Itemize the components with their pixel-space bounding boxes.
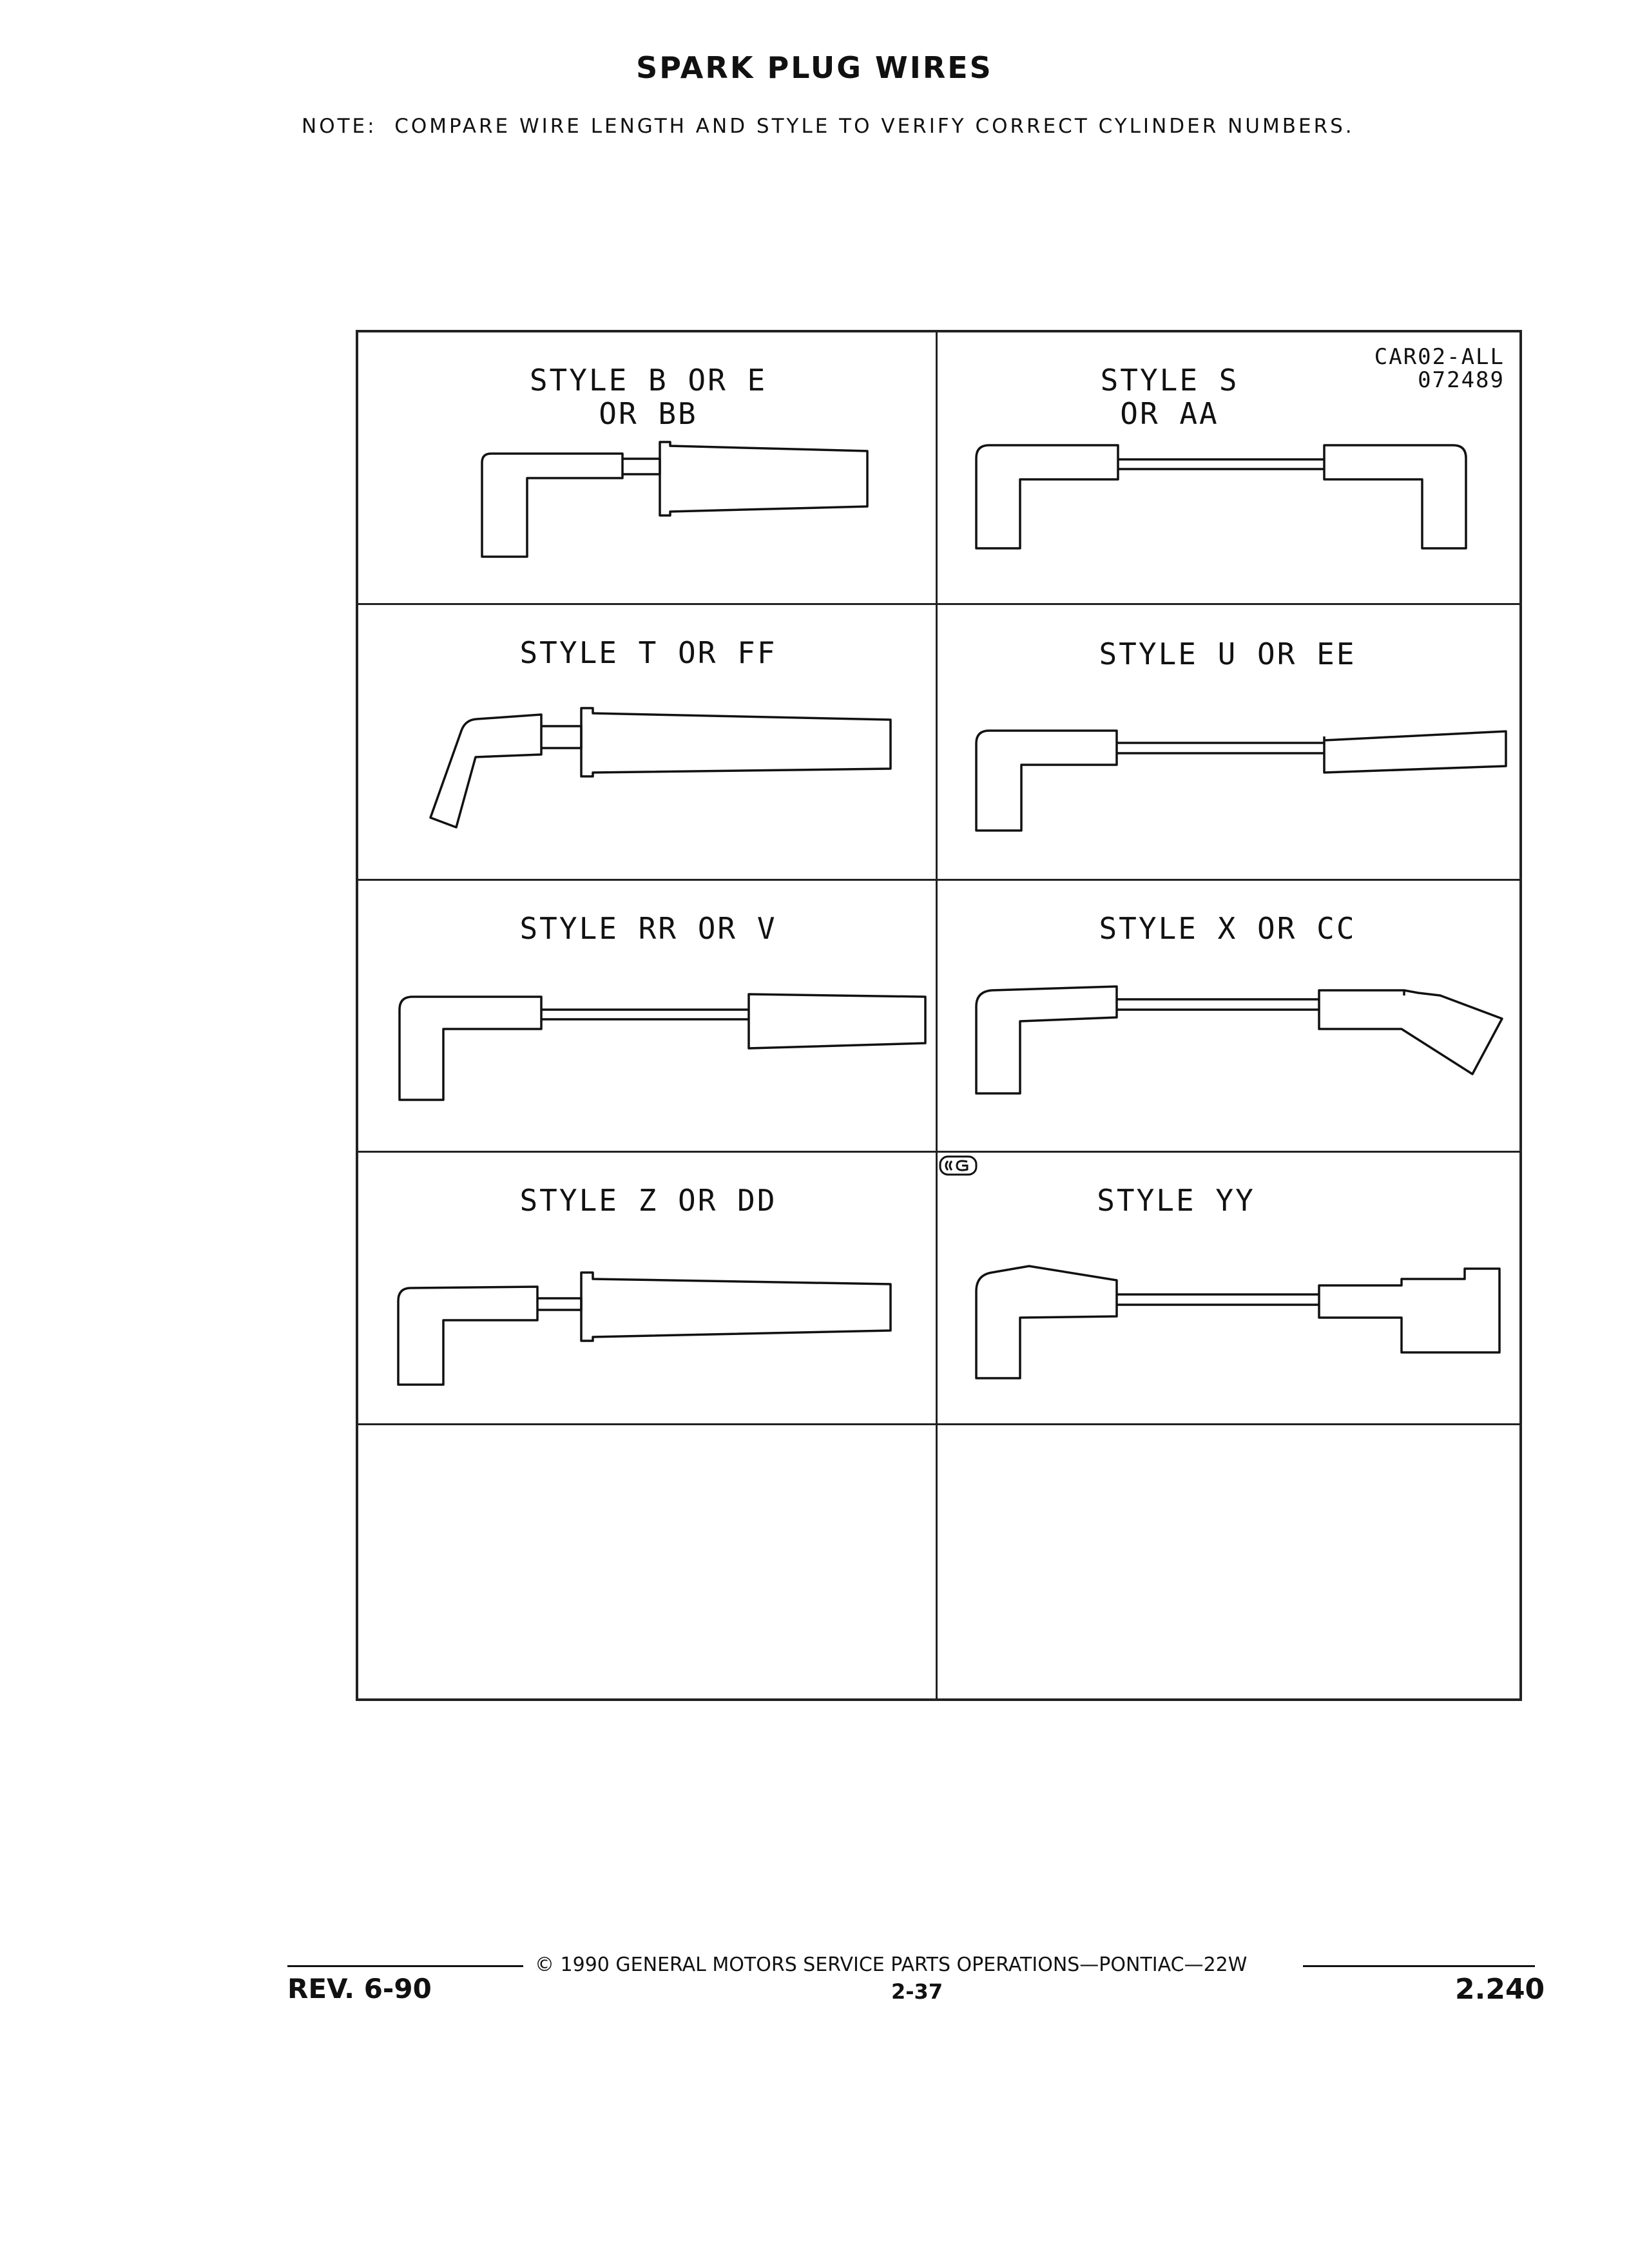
note-text: NOTE: COMPARE WIRE LENGTH AND STYLE TO VERIFY CORRECT CYLINDER NUMBERS.: [302, 115, 1354, 138]
empty-cell: [938, 1425, 1518, 1699]
style-x-wire-icon: [938, 881, 1518, 1151]
style-cell-t: [358, 605, 938, 879]
page-number: 2-37: [891, 1979, 943, 2004]
footer-rule-left: [287, 1965, 523, 1967]
style-label: STYLE T OR FF: [519, 635, 777, 670]
page-title: SPARK PLUG WIRES: [636, 50, 993, 85]
style-label: STYLE Z OR DD: [519, 1183, 777, 1218]
style-cell-rr: [358, 881, 938, 1155]
footer-rule-right: [1303, 1965, 1535, 1967]
revision-date: REV. 6-90: [287, 1973, 432, 2004]
style-s-wire-icon: [938, 332, 1518, 603]
empty-cell: [358, 1425, 938, 1699]
style-cell-yy: [938, 1153, 1518, 1427]
style-cell-u: [938, 605, 1518, 879]
style-cell-x: [938, 881, 1518, 1155]
gm-logo-icon: [938, 1153, 979, 1178]
style-b-wire-icon: [358, 332, 938, 603]
style-t-wire-icon: [358, 605, 938, 879]
style-label: STYLE RR OR V: [519, 911, 777, 946]
style-cell-z: [358, 1153, 938, 1427]
style-cell-s: [938, 332, 1518, 606]
style-label: STYLE X OR CC: [1099, 911, 1356, 946]
style-label: STYLE B OR E OR BB: [529, 363, 767, 431]
style-yy-wire-icon: [938, 1153, 1518, 1423]
style-z-wire-icon: [358, 1153, 938, 1423]
catalog-code: CAR02-ALL 072489: [1374, 344, 1505, 393]
style-cell-b: [358, 332, 938, 606]
style-label: STYLE U OR EE: [1099, 637, 1356, 671]
style-label: STYLE YY: [1097, 1183, 1255, 1218]
section-number: 2.240: [1455, 1973, 1545, 2006]
style-u-wire-icon: [938, 605, 1518, 879]
style-rr-wire-icon: [358, 881, 938, 1151]
copyright-text: © 1990 GENERAL MOTORS SERVICE PARTS OPERATIONS—PONTIAC—22W: [535, 1954, 1248, 1976]
style-label: STYLE S OR AA: [1100, 363, 1239, 431]
wire-style-grid: [356, 330, 1522, 1701]
